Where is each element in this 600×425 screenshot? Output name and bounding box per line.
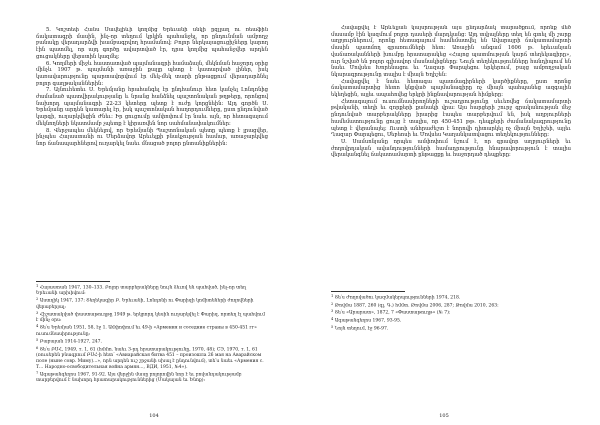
footnote-text: Հիշատակված փաստաթուղթը 1949 թ. երկրորդ կեսին ուղարկվել է Փարիզ, որտեղ էլ պահվում է մինչ օրս։ [36, 312, 266, 324]
right-body-text [331, 25, 571, 272]
left-body-text [36, 27, 268, 274]
footnote [36, 371, 268, 384]
footnote-number: 3 [331, 309, 334, 314]
footnote [36, 324, 268, 337]
footnote-number: 2 [331, 301, 334, 306]
footnote [36, 284, 268, 297]
footnote-text: Նոյն տեղում, էջ 96-97. [334, 326, 389, 332]
footnote-text: Թովմա 1887, 260 (գլ. Գ.) հմմտ. Թովմա 2006, 287; Թովմա 2010, 263: [334, 303, 499, 309]
right-page [300, 0, 600, 425]
paragraph: 7. Այնուհետեւ Ս. Երեմյանը հրահանգել էր ընդհանուր հետ կանչել Լոնդոնից ժամանած պատվիրակությանը և նրանց հանձնել պաշտոնական թղթերը, որոնցով նախորդ պայմանագրի 22-23 կետերը պետք է ուժը կորցնեին։ Այդ գործն Ս. Երեմյանը արդեն կատարել էր, իսկ պաշտոնական հաղորդումները, ըստ ընդունված կարգի, ուղարկվեցին Ժնեւ։ Իր ցուցումը ամփոփում էր նաեւ այն, որ հետագայում մեկնողների նկատմամբ չպետք է կիրառվեն նոր սահմանափակումներ։ [36, 87, 268, 127]
footnote-number: 1 [331, 294, 334, 298]
paragraph: Հետագայում ուսումնասիրողների ուշադրությունը սեւեռվեց ճակատամարտի թվականի, տեղի եւ զորքերի քանակի վրա։ Այս հարցերի շուրջ գրականության մեջ ընդունված տարբերակները իրարից էապես տարբերվում են, իսկ աղբյուրների համեմատությունը ցույց է տալիս, որ 450-451 թթ. դեպքերի ժամանակագրությունը պետք է վերանայել։ Ուստի անհրաժեշտ է նորովի դիտարկել ոչ միայն Եղիշեի, այլեւ Ղազար Փարպեցու, Սեբեոսի եւ Մովսես Կաղանկատվացու տեղեկությունները։ [331, 98, 571, 139]
footnote-text: Տե՛ս ԲՍՀ, 1949, т. 1, 61 (հմմտ. նաեւ 3-րդ հրատարակությունը, 1970, 48); СЭ, 1970, т. 1, 61 (ռուսերեն բնագրում ԲՍՀ-ի հետ՝ «Авиарайская битва 451 – произошла 26 мая на Аварайском поле (ныне совр. Миму)...», որն արդեն ուշ շրջանի սխալ է ընդունվում), տե՛ս նաեւ «Армения с. Т... Народно-освободительная война армян..., ВДИ, 1951, №4»). [36, 347, 264, 370]
page-number: 104 [149, 413, 159, 419]
footnote [36, 297, 268, 310]
footnote-number: 6 [36, 345, 39, 350]
footnote-text: Հայաստան 1947, 130–133. Բոլոր տարբերակները նույն ձեւով են պահված, ինչ-որ տեղ Երեւանի արխիվում։ [36, 285, 247, 297]
paragraph: 6. Կողմերի միջև հաստատված պայմանագրի համաձայն, մեկնման հաջորդ օրից մինչև 1907 թ. պայմանի առաջին քայլը պետք է կատարված լիներ, իսկ կառավարությունը պարտավորվում էր մեկ-մեկ տարի ընթացքում վերադարձնել բոլոր գաղթականներին։ [36, 60, 268, 87]
footnote-separator [36, 281, 110, 282]
footnote-number: 5 [36, 337, 39, 342]
footnote-number: 4 [331, 317, 334, 322]
footnote [36, 311, 268, 324]
footnote-number: 4 [36, 324, 39, 329]
footnote [331, 317, 571, 324]
footnote [36, 346, 268, 371]
paragraph: Հավաքվել է Արևելյան կայսրության այս ընդարձակ տարածքում, որոնք մեծ մասամբ էին կազմում բոլոր դասերի մարդկանց։ Այդ տվյալները տեղ են գտել մի շարք աղբյուրներում, որոնք հետագայում համեմատվել են Ավարայրի ճակատամարտի մասին պատմող գրառումների հետ։ Առաջին անգամ 1606 թ. երեւանյան վաճառականների խումբը հրատարակեց «Հայոց պատմության կարճ տեղեկագիրը», ուր նշված են բոլոր գլխավոր մասնակիցները։ Նույն տեղեկությունները հանդիպում են նաեւ Մովսես Խորենացու եւ Ղազար Փարպեցու երկերում, բայց ամբողջական նկարագրությունը տալիս է միայն Եղիշեն։ [331, 25, 571, 78]
footnote [331, 302, 571, 309]
left-footnotes [36, 284, 268, 410]
footnote [331, 294, 571, 301]
footnote [331, 309, 571, 316]
footnote-text: Տե՛ս Երեմյան 1951, 58, էջ 1. Ամփոփում եւ 49-ի «Армения и соседние страны в 450-451 гг» ուսումնասիրությունը։ [36, 325, 257, 337]
footnote-text: Տե՛ս «Արարատ», 1872, 7 «Փաստաթուղթ» (№ 7): [334, 310, 451, 316]
footnote-number: 1 [36, 284, 39, 288]
footnote-text: Բաբայան 1914-1927, 247. [39, 339, 102, 345]
paragraph: 5. Կոշտեփ Հանս Սավելիևի կողմից Երեւանի սնկի ըզլլաղ ու ռեաֆին ճակատագրի մասին, ինչ-որ տեղում կրկին պահանջել, որ ընդունման ամբողջ բանակը վերադարձվի խամբագրվող հրամանով։ Բոլոր ներկայացուցիչները կարող էին պատմել, որ այդ գործը ավարտված էր, դրա կողմից պահանջվեր արդեն ցուցակները վերստին կազմել։ [36, 27, 268, 60]
paragraph: Ս. Սամսոնյանը որպես ամփոփում նշում է, որ գրավոր աղբյուրների եւ ժողովրդական ավանդությունների համադրությունը հնարավորություն է տալիս վերականգնել ճակատամարտի ընթացքը եւ հաջորդած դեպքերը։ [331, 138, 571, 159]
right-footnotes [331, 294, 571, 404]
page-number: 105 [439, 413, 449, 419]
footnote-number: 7 [36, 370, 39, 375]
paragraph: Հավաքվել է նաեւ հետագա պատմագիրների կարծիքները, ըստ որոնց ճակատամարտից հետո կնքված պայմանագիրը ոչ միայն պահպանեց ազգային եկեղեցին, այլեւ ապահովեց երկրի ինքնավարության հիմքերը։ [331, 78, 571, 99]
footnote-text: Տե՛ս Ժողովածու կազմակերպությունների 1974, 218. [334, 295, 461, 301]
footnote-number: 2 [36, 297, 39, 302]
paragraph: 8. Վերջապես մեկնելով, որ Երեմյանի Պաշտոնական պետը պետք է լրացվեր, ինչպես Հայաստանի ու Մերձավոր Արեւելքի բնակչության համար, առաջարկվեց նոր ճանապարհներով ուղարկել նաեւ մնացած բոլոր ընտանիքներին։ [36, 127, 268, 147]
footnote-text: Ագաթանգեղոս 1967, 91-92. Այս վերջին մասը բոլորովին նոր է եւ բովանդակությամբ տարբերվում է նախորդ հրատարակություններից (Մակայան եւ Ենոք)։ [36, 372, 242, 383]
footnote-text: Աստղիկ 1947, 137: Տեղեկագիր Բ. Երեւանի, Լոնդոնի ու Փարիզի կոմիտեների ժողովների վերաբերյալ։ [36, 298, 254, 310]
footnote-text: Ագաթանգեղոս 1967, 93-95. [334, 318, 402, 324]
footnote-number: 3 [36, 310, 39, 315]
footnote-separator [331, 291, 405, 292]
footnote [331, 325, 571, 332]
footnote-number: 5 [331, 324, 334, 329]
footnote [36, 338, 268, 345]
